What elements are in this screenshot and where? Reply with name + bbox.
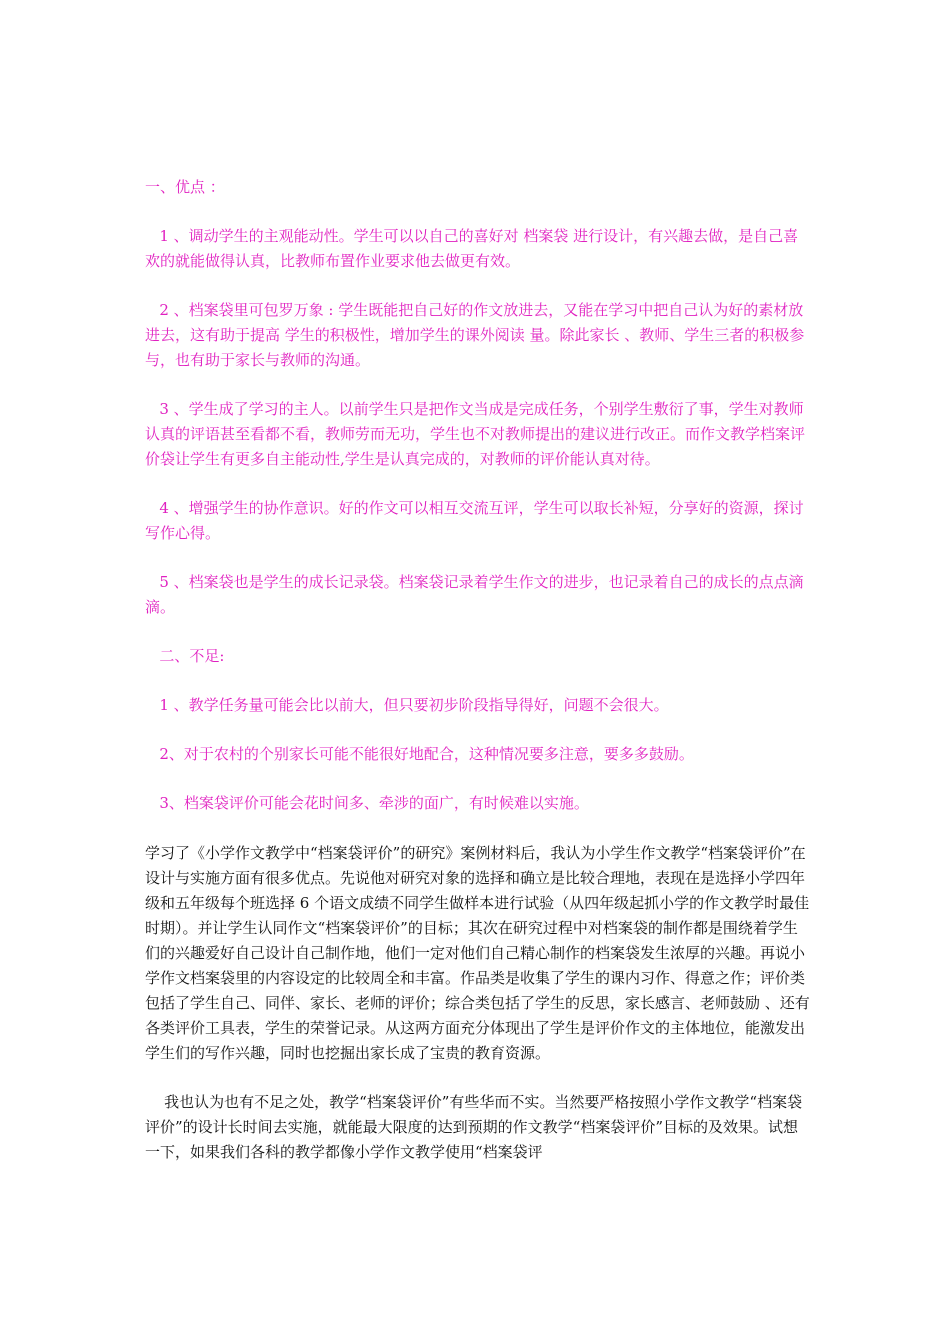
section-heading-shortcomings: 二、不足: — [145, 647, 225, 665]
shortcoming-item-2: 2、对于农村的个别家长可能不能很好地配合，这种情况要多注意，要多多鼓励。 — [145, 745, 694, 763]
advantage-item-2: 2 、档案袋里可包罗万象 : 学生既能把自己好的作文放进去，又能在学习中把自己认为好的素材放进去，这有助于提高 学生的积极性，增加学生的课外阅读 量。除此家长 、教师、学生三者的积极参与，也有助于家长与教师的沟通。 — [145, 301, 805, 369]
shortcoming-item-3: 3、档案袋评价可能会花时间多、牵涉的面广，有时候难以实施。 — [145, 794, 589, 812]
document-page — [145, 175, 810, 1165]
shortcoming-item-1: 1 、教学任务量可能会比以前大，但只要初步阶段指导得好，问题不会很大。 — [145, 696, 669, 714]
body-paragraph-2: 我也认为也有不足之处，教学“档案袋评价”有些华而不实。当然要严格按照小学作文教学“档案袋评价”的设计长时间去实施，就能最大限度的达到预期的作文教学“档案袋评价”目标的及效果。试想一下，如果我们各科的教学都像小学作文教学使用“档案袋评 — [145, 1093, 803, 1161]
advantage-item-1: 1 、调动学生的主观能动性。学生可以以自己的喜好对 档案袋 进行设计，有兴趣去做，是自己喜欢的就能做得认真，比教师布置作业要求他去做更有效。 — [145, 227, 799, 270]
section-heading-advantages: 一、优点 ： — [145, 178, 225, 196]
advantage-item-3: 3 、学生成了学习的主人。以前学生只是把作文当成是完成任务，个别学生敷衍了事，学生对教师认真的评语甚至看都不看，教师劳而无功，学生也不对教师提出的建议进行改正。而作文教学档案评价袋让学生有更多自主能动性,学生是认真完成的，对教师的评价能认真对待。 — [145, 400, 806, 468]
body-paragraph-1: 学习了《小学作文教学中“档案袋评价”的研究》案例材料后，我认为小学生作文教学“档案袋评价”在设计与实施方面有很多优点。先说他对研究对象的选择和确立是比较合理地，表现在是选择小学四年级和五年级每个班选择 6 个语文成绩不同学生做样本进行试验（从四年级起抓小学的作文教学时最佳时期）。并让学生认同作文“档案袋评价”的目标；其次在研究过程中对档案袋的制作都是围绕着学生们的兴趣爱好自己设计自己制作地，他们一定对他们自己精心制作的档案袋发生浓厚的兴趣。再说小学作文档案袋里的内容设定的比较周全和丰富。作品类是收集了学生的课内习作、得意之作；评价类包括了学生自己、同伴、家长、老师的评价；综合类包括了学生的反思，家长感言、老师鼓励 、还有各类评价工具表，学生的荣誉记录。从这两方面充分体现出了学生是评价作文的主体地位，能激发出学生们的写作兴趣，同时也挖掘出家长成了宝贵的教育资源。 — [145, 844, 810, 1062]
advantage-item-4: 4 、增强学生的协作意识。好的作文可以相互交流互评，学生可以取长补短，分享好的资源，探讨写作心得。 — [145, 499, 804, 542]
advantage-item-5: 5 、档案袋也是学生的成长记录袋。档案袋记录着学生作文的进步，也记录着自己的成长的点点滴滴。 — [145, 573, 804, 616]
